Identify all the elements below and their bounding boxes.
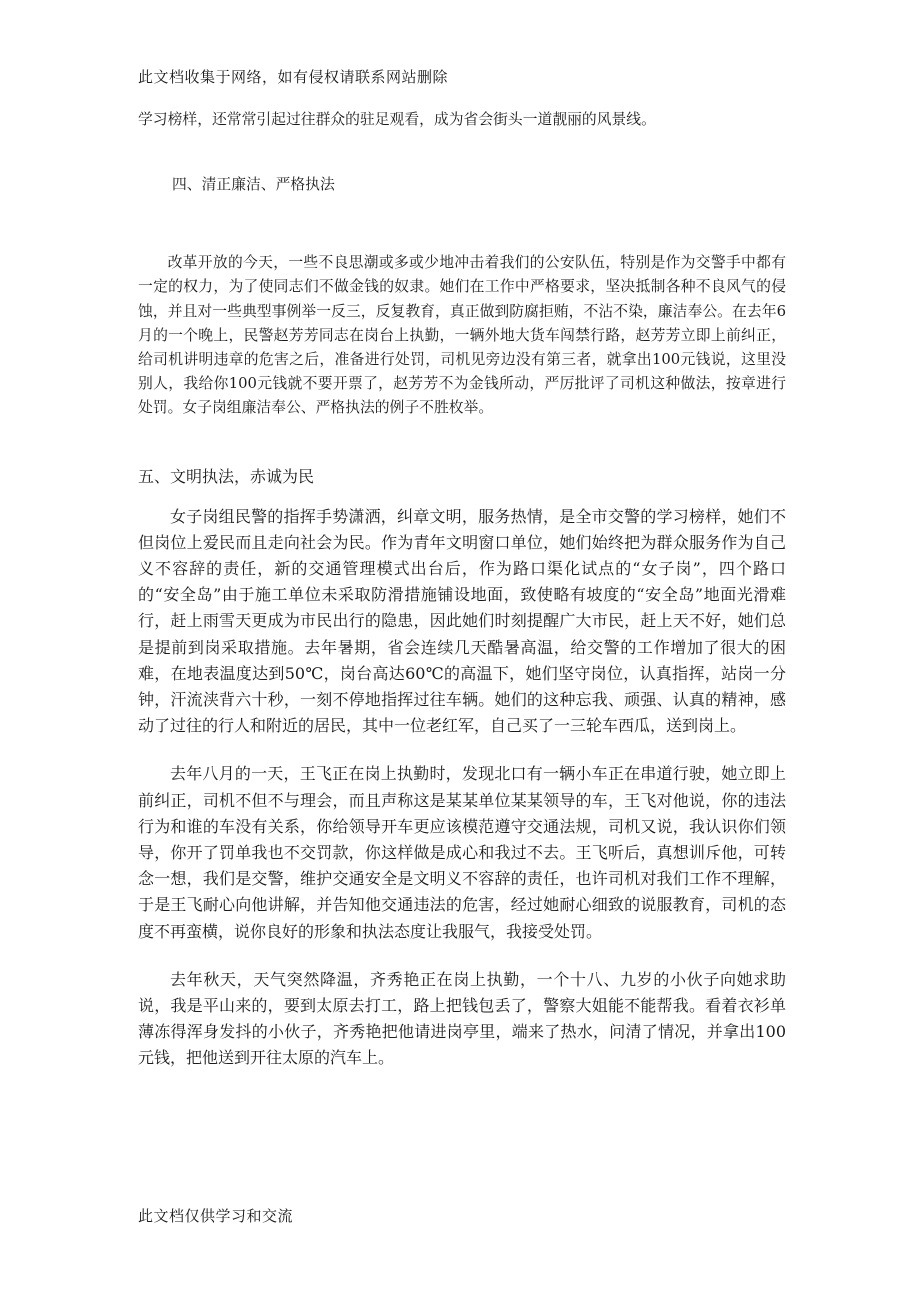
section-5-heading: 五、文明执法，赤诚为民 xyxy=(138,466,315,486)
section-5-paragraph-1: 女子岗组民警的指挥手势潇洒，纠章文明，服务热情，是全市交警的学习榜样，她们不但岗位上爱民而且走向社会为民。作为青年文明窗口单位，她们始终把为群众服务作为自己义不容辞的责任，新的交通管理模式出台后，作为路口渠化试点的“女子岗”，四个路口的“安全岛”由于施工单位未采取防滑措施铺设地面，致使略有坡度的“安全岛”地面光滑难行，赶上雨雪天更成为市民出行的隐患，因此她们时刻提醒广大市民，赶上天不好，她们总是提前到岗采取措施。去年暑期，省会连续几天酷暑高温，给交警的工作增加了很大的困难，在地表温度达到50℃，岗台高达60℃的高温下，她们坚守岗位，认真指挥，站岗一分钟，汗流浃背六十秒，一刻不停地指挥过往车辆。她们的这种忘我、顽强、认真的精神，感动了过往的行人和附近的居民，其中一位老红军，自己买了一三轮车西瓜，送到岗上。 xyxy=(138,506,786,736)
section-4-heading: 四、清正廉洁、严格执法 xyxy=(172,176,335,194)
section-4-paragraph: 改革开放的今天，一些不良思潮或多或少地冲击着我们的公安队伍，特别是作为交警手中都有一定的权力，为了使同志们不做金钱的奴隶。她们在工作中严格要求，坚决抵制各种不良风气的侵蚀，并且对一些典型事例举一反三，反复教育，真正做到防腐拒贿，不沾不染，廉洁奉公。在去年6月的一个晚上，民警赵芳芳同志在岗台上执勤，一辆外地大货车闯禁行路，赵芳芳立即上前纠正，给司机讲明违章的危害之后，准备进行处罚，司机见旁边没有第三者，就拿出100元钱说，这里没别人，我给你100元钱就不要开票了，赵芳芳不为金钱所动，严厉批评了司机这种做法，按章进行处罚。女子岗组廉洁奉公、严格执法的例子不胜枚举。 xyxy=(138,254,786,417)
page-header-note: 此文档收集于网络，如有侵权请联系网站删除 xyxy=(138,68,449,86)
page-footer-note: 此文档仅供学习和交流 xyxy=(138,1207,294,1225)
document-body xyxy=(138,108,786,1072)
section-5-paragraph-3: 去年秋天，天气突然降温，齐秀艳正在岗上执勤，一个十八、九岁的小伙子向她求助说，我是平山来的，要到太原去打工，路上把钱包丢了，警察大姐能不能帮我。看着衣衫单薄冻得浑身发抖的小伙子，齐秀艳把他请进岗亭里，端来了热水，问清了情况，并拿出100元钱，把他送到开往太原的汽车上。 xyxy=(138,969,786,1068)
continued-paragraph: 学习榜样，还常常引起过往群众的驻足观看，成为省会街头一道靓丽的风景线。 xyxy=(138,111,656,128)
section-5-paragraph-2: 去年八月的一天，王飞正在岗上执勤时，发现北口有一辆小车正在串道行驶，她立即上前纠正，司机不但不与理会，而且声称这是某某单位某某领导的车，王飞对他说，你的违法行为和谁的车没有关系，你给领导开车更应该模范遵守交通法规，司机又说，我认识你们领导，你开了罚单我也不交罚款，你这样做是成心和我过不去。王飞听后，真想训斥他，可转念一想，我们是交警，维护交通安全是文明义不容辞的责任，也许司机对我们工作不理解，于是王飞耐心向他讲解，并告知他交通违法的危害，经过她耐心细致的说服教育，司机的态度不再蛮横，说你良好的形象和执法态度让我服气，我接受处罚。 xyxy=(138,764,786,941)
